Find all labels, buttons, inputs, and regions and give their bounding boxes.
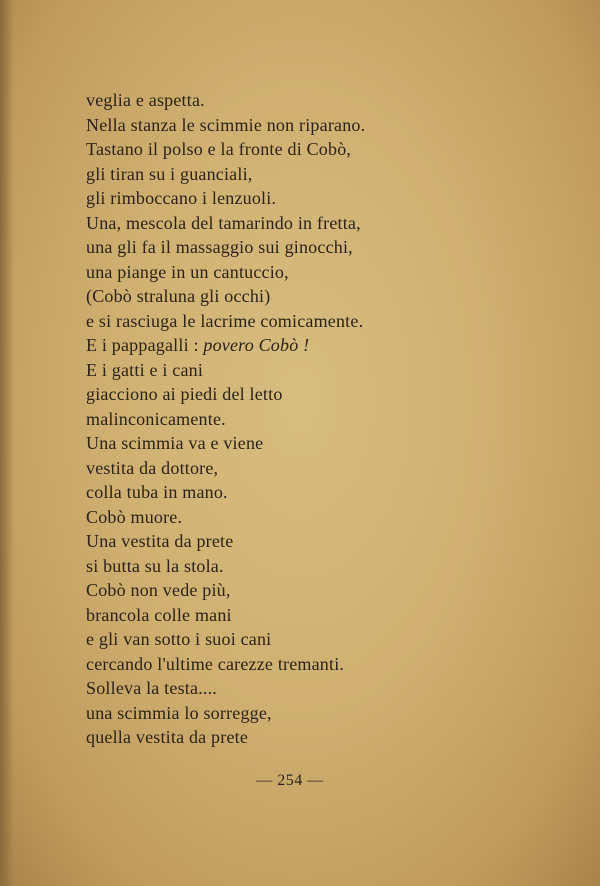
poem-line-7: una gli fa il massaggio sui ginocchi, [86, 237, 353, 257]
poem-line-10: e si rasciuga le lacrime comicamente. [86, 310, 364, 331]
poem-line-17: colla tuba in mano. [86, 482, 228, 502]
poem-line-11-roman: E i pappagalli : [86, 335, 199, 355]
poem-line-20: si butta su la stola. [86, 555, 224, 576]
poem-line-27: quella vestita da prete [86, 727, 249, 747]
poem-line-14: malinconicamente. [86, 408, 226, 429]
poem-line-18: Cobò muore. [86, 506, 183, 527]
poem-line-5: gli rimboccano i lenzuoli. [86, 188, 277, 208]
poem-line-25: Solleva la testa.... [86, 678, 217, 698]
poem-line-19: Una vestita da prete [86, 531, 234, 551]
page-number [0, 772, 600, 790]
page-number-text: — 254 — [256, 772, 324, 789]
poem-line-15: Una scimmia va e viene [86, 433, 264, 453]
poem-line-22: brancola colle mani [86, 604, 232, 625]
poem-line-13: giacciono ai piedi del letto [86, 384, 283, 404]
poem-line-24: cercando l'ultime carezze tremanti. [86, 653, 345, 674]
poem-line-21: Cobò non vede più, [86, 580, 231, 600]
poem-line-11-italic: povero Cobò ! [203, 335, 310, 355]
poem-text [86, 88, 556, 750]
poem-line-3: Tastano il polso e la fronte di Cobò, [86, 139, 352, 159]
poem-line-23: e gli van sotto i suoi cani [86, 629, 272, 649]
poem-line-8: una piange in un cantuccio, [86, 261, 289, 282]
poem-line-1: veglia e aspetta. [86, 90, 205, 110]
poem-line-4: gli tiran su i guanciali, [86, 163, 253, 184]
poem-line-26: una scimmia lo sorregge, [86, 702, 272, 723]
poem-line-2: Nella stanza le scimmie non riparano. [86, 114, 366, 135]
poem-line-9: (Cobò straluna gli occhi) [86, 286, 271, 306]
poem-line-6: Una, mescola del tamarindo in fretta, [86, 212, 361, 233]
page-edge-shadow [0, 0, 14, 886]
poem-line-12: E i gatti e i cani [86, 359, 204, 380]
poem-line-16: vestita da dottore, [86, 457, 219, 478]
poem-line-11 [86, 333, 556, 358]
